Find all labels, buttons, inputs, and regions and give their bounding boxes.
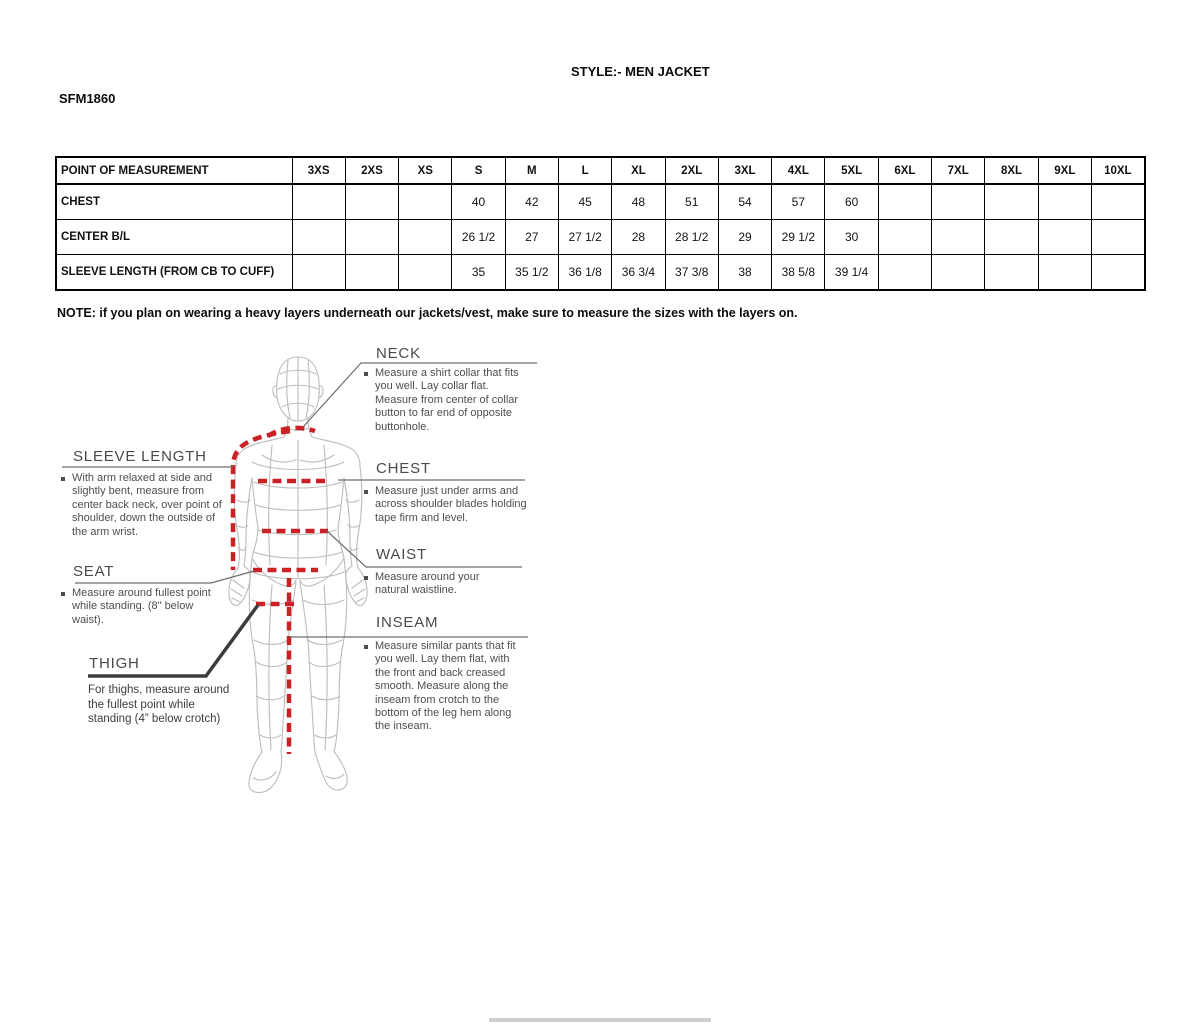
bottom-scroll-indicator [489,1018,711,1022]
page-title: STYLE:- MEN JACKET [571,64,710,79]
table-cell: 36 1/8 [558,255,611,291]
size-column-header: 2XL [665,157,718,184]
neck-label: NECK [376,345,421,362]
table-cell: 51 [665,184,718,220]
inseam-description: Measure similar pants that fit you well. Lay them flat, with the front and back creased smooth. Measure along the inseam from crotch to the bottom of the leg hem along the inseam. [375,640,516,733]
size-column-header: XL [612,157,665,184]
seat-description-block [61,587,211,627]
chest-label: CHEST [376,460,431,477]
table-cell: 28 [612,220,665,255]
size-column-header: L [558,157,611,184]
size-column-header: S [452,157,505,184]
table-cell: 28 1/2 [665,220,718,255]
table-cell: 54 [718,184,771,220]
neck-description: Measure a shirt collar that fits you well. Lay collar flat. Measure from center of collar button to far end of opposite buttonhole. [375,367,519,433]
style-code: SFM1860 [59,91,116,106]
table-cell: 39 1/4 [825,255,878,291]
seat-description: Measure around fullest point while standing. (8" below waist). [72,587,211,626]
size-column-header: 6XL [878,157,931,184]
bullet-marker [364,645,368,649]
size-column-header: 7XL [932,157,985,184]
size-column-header: 5XL [825,157,878,184]
row-label: CHEST [56,184,292,220]
sleeve-description: With arm relaxed at side and slightly bent, measure from center back neck, over point of shoulder, down the outside of the arm wrist. [72,472,222,538]
waist-description-block [364,571,504,598]
bullet-marker [364,490,368,494]
table-cell: 42 [505,184,558,220]
neck-description-block [364,367,524,434]
bullet-marker [61,477,65,481]
bullet-marker [364,576,368,580]
table-cell: 37 3/8 [665,255,718,291]
table-cell: 35 1/2 [505,255,558,291]
table-cell: 57 [772,184,825,220]
sleeve-length-label: SLEEVE LENGTH [73,448,207,465]
chest-description: Measure just under arms and across shoulder blades holding tape firm and level. [375,485,527,524]
table-cell: 40 [452,184,505,220]
table-cell: 48 [612,184,665,220]
note-text: NOTE: if you plan on wearing a heavy layers underneath our jackets/vest, make sure to measure the sizes with the layers on. [57,306,798,320]
size-column-header: 3XS [292,157,345,184]
table-cell: 45 [558,184,611,220]
size-column-header: 4XL [772,157,825,184]
table-cell: 38 5/8 [772,255,825,291]
size-column-header: 8XL [985,157,1038,184]
waist-label: WAIST [376,546,427,563]
thigh-description-block [88,683,238,727]
table-cell: 29 [718,220,771,255]
bullet-marker [364,372,368,376]
size-column-header: XS [399,157,452,184]
size-column-header: 10XL [1091,157,1144,184]
row-label: SLEEVE LENGTH (FROM CB TO CUFF) [56,255,292,291]
inseam-description-block [364,640,524,734]
measurement-column-header: POINT OF MEASUREMENT [56,157,292,184]
table-cell: 30 [825,220,878,255]
size-column-header: M [505,157,558,184]
size-column-header: 2XS [345,157,398,184]
thigh-description: For thighs, measure around the fullest point while standing (4” below crotch) [88,684,230,726]
seat-label: SEAT [73,563,115,580]
bullet-marker [61,592,65,596]
sleeve-description-block [61,472,231,539]
size-column-header: 3XL [718,157,771,184]
table-cell: 29 1/2 [772,220,825,255]
table-cell: 35 [452,255,505,291]
thigh-label: THIGH [89,655,140,672]
table-cell: 38 [718,255,771,291]
table-cell: 27 [505,220,558,255]
row-label: CENTER B/L [56,220,292,255]
chest-description-block [364,485,529,525]
table-cell: 36 3/4 [612,255,665,291]
table-cell: 26 1/2 [452,220,505,255]
size-column-header: 9XL [1038,157,1091,184]
table-cell: 27 1/2 [558,220,611,255]
inseam-label: INSEAM [376,614,439,631]
body-figure [229,357,367,793]
table-cell: 60 [825,184,878,220]
waist-description: Measure around your natural waistline. [375,571,480,597]
